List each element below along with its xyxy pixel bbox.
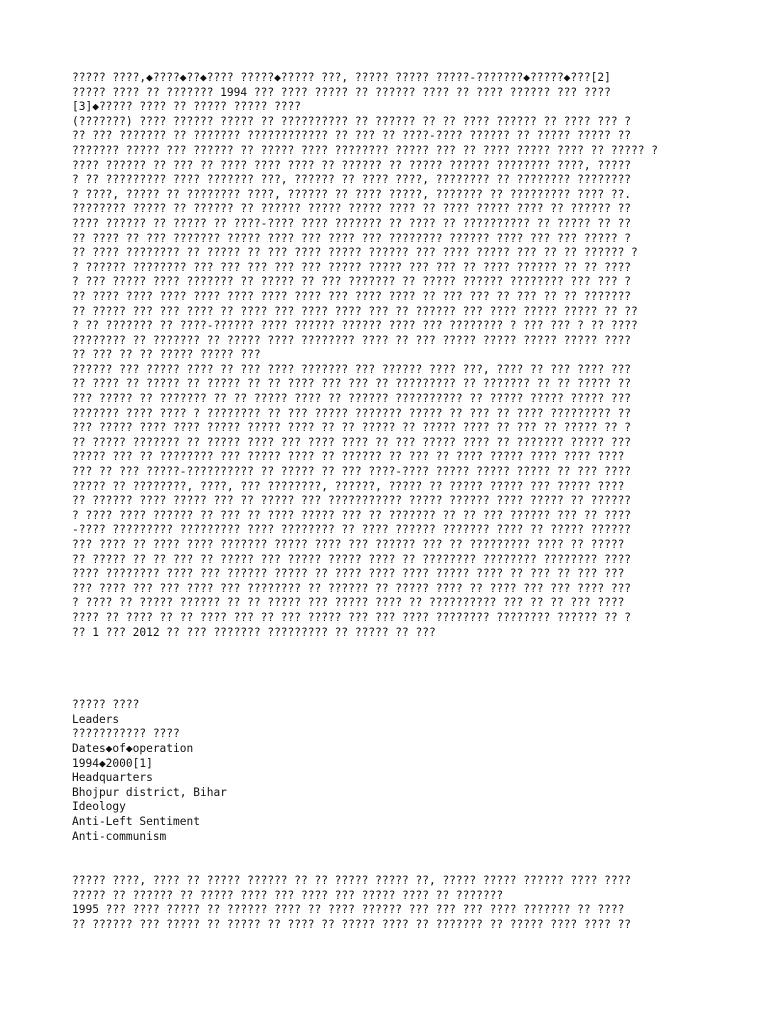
text-line: ? ???? ???? ?????? ?? ??? ?? ???? ????? ??? ?? ??????? ?? ?? ??? ?????? ??? ?? ???? — [72, 508, 632, 522]
text-line: -???? ????????? ????????? ???? ???????? ?? ???? ?????? ??????? ???? ?? ????? ?????? — [72, 523, 632, 537]
text-line: 1995 ??? ???? ????? ?? ?????? ???? ?? ???? ?????? ??? ??? ??? ???? ??????? ?? ???? — [72, 903, 625, 917]
text-line: ??? ???? ?? ???? ???? ??????? ????? ???? ??? ?????? ??? ?? ????????? ???? ?? ????? — [72, 538, 625, 551]
text-line: ???????? ????? ?? ?????? ?? ?????? ????? ????? ???? ?? ???? ????? ???? ?? ?????? ?? — [72, 202, 632, 216]
text-line: ???????? ?? ??????? ?? ????? ???? ???????? ???? ?? ??? ????? ????? ????? ????? ???? — [72, 333, 632, 347]
text-line: ????? ????,◆????◆??◆???? ?????◆????? ???, ????? ????? ?????-???????◆?????◆???[2] — [72, 71, 611, 84]
infobox-line: Ideology — [72, 800, 126, 814]
text-line: ? ?? ??????? ?? ????-?????? ???? ?????? ?????? ???? ??? ???????? ? ??? ??? ? ?? ???? — [72, 319, 638, 333]
document-page — [72, 71, 712, 932]
text-line: ??? ?? ??? ?????-?????????? ?? ????? ?? ??? ????-???? ????? ????? ????? ?? ??? ???? — [72, 465, 632, 479]
text-line: ???? ?????? ?? ????? ?? ????-???? ???? ??????? ?? ???? ?? ?????????? ?? ????? ?? ?? — [72, 216, 632, 230]
text-line: ?? ???? ?? ??? ??????? ????? ???? ??? ???? ??? ???????? ?????? ???? ??? ??? ????? ? — [72, 231, 632, 245]
text-line: ?? ????? ??????? ?? ????? ???? ??? ???? ???? ?? ??? ????? ???? ?? ??????? ????? ??? — [72, 435, 632, 449]
infobox — [72, 698, 712, 844]
text-line: ????? ?? ?????? ?? ????? ???? ??? ???? ??? ????? ???? ?? ??????? — [72, 888, 504, 902]
infobox-line: Leaders — [72, 712, 120, 726]
text-line: ?? ??? ??????? ?? ??????? ???????????? ?? ??? ?? ????-???? ?????? ?? ????? ????? ?? — [72, 129, 632, 143]
text-line: ??? ???? ??? ??? ???? ??? ???????? ?? ?????? ?? ????? ???? ?? ???? ??? ??? ???? ??? — [72, 581, 632, 595]
text-line: ???? ?????? ?? ??? ?? ???? ???? ???? ?? ?????? ?? ????? ?????? ???????? ????, ????? — [72, 158, 632, 172]
text-line: (???????) ???? ?????? ????? ?? ?????????? ?? ?????? ?? ?? ???? ?????? ?? ???? ??? ? — [72, 114, 632, 128]
text-line: ????? ??? ?? ???????? ??? ????? ???? ?? ?????? ?? ??? ?? ???? ????? ???? ???? ???? — [72, 450, 625, 464]
text-line: ??????? ???? ???? ? ???????? ?? ??? ????? ??????? ????? ?? ??? ?? ???? ????????? ?? — [72, 406, 632, 420]
spacer — [72, 844, 712, 874]
text-line: ?? ?????? ???? ????? ??? ?? ????? ??? ??????????? ????? ?????? ???? ????? ?? ?????? — [72, 494, 632, 508]
text-line: ?? ?????? ??? ????? ?? ????? ?? ???? ?? ????? ???? ?? ??????? ?? ????? ???? ???? ?? — [72, 917, 632, 931]
infobox-line: ????? ???? — [72, 698, 140, 712]
infobox-line: Anti-communism — [72, 829, 167, 843]
infobox-line: Bhojpur district, Bihar — [72, 785, 227, 799]
infobox-line: Headquarters — [72, 771, 153, 785]
text-line: ???? ???????? ???? ??? ?????? ????? ?? ???? ???? ???? ????? ???? ?? ??? ?? ??? ??? — [72, 567, 625, 581]
text-line: ?????? ??? ????? ???? ?? ??? ???? ??????? ??? ?????? ???? ???, ???? ?? ??? ???? ??? — [72, 362, 632, 376]
infobox-line: ??????????? ???? — [72, 727, 180, 741]
text-line: ????? ?? ????????, ????, ??? ????????, ??????, ????? ?? ????? ????? ??? ????? ???? — [72, 479, 625, 493]
text-line: ?? ???? ???? ???? ???? ???? ???? ???? ??? ???? ???? ?? ??? ??? ?? ??? ?? ?? ??????? — [72, 289, 632, 303]
text-line: ? ??? ????? ???? ??????? ?? ????? ?? ??? ??????? ?? ????? ?????? ???????? ??? ??? ? — [72, 275, 632, 289]
infobox-line: Dates◆of◆operation — [72, 741, 194, 755]
text-line: ??? ????? ?? ??????? ?? ?? ????? ???? ?? ?????? ?????????? ?? ????? ????? ????? ??? — [72, 392, 632, 406]
paragraph-history — [72, 874, 712, 932]
infobox-line: Anti-Left Sentiment — [72, 814, 200, 828]
text-line: ???? ?? ???? ?? ?? ???? ??? ?? ??? ????? ??? ??? ???? ???????? ???????? ?????? ?? ? — [72, 610, 632, 624]
text-line: ? ????, ????? ?? ???????? ????, ?????? ?? ???? ?????, ??????? ?? ????????? ???? ??. — [72, 187, 632, 201]
text-line: ?? ???? ???????? ?? ????? ?? ??? ???? ????? ?????? ??? ???? ????? ??? ?? ?? ?????? ? — [72, 246, 638, 260]
text-line: ????? ????, ???? ?? ????? ?????? ?? ?? ????? ????? ??, ????? ????? ?????? ???? ???? — [72, 874, 632, 888]
text-line: ?? ???? ?? ????? ?? ????? ?? ?? ???? ??? ??? ?? ????????? ?? ??????? ?? ?? ????? ?? — [72, 377, 632, 391]
text-line: ??????? ????? ??? ?????? ?? ????? ???? ???????? ????? ??? ?? ???? ????? ???? ?? ????? ? — [72, 143, 658, 157]
text-line: ?? ????? ??? ??? ???? ?? ???? ??? ???? ???? ??? ?? ?????? ??? ???? ????? ????? ?? ?? — [72, 304, 638, 318]
infobox-line: 1994◆2000[1] — [72, 756, 153, 770]
text-line: ?? 1 ??? 2012 ?? ??? ??????? ????????? ?? ????? ?? ??? — [72, 625, 436, 639]
text-line: ?? ??? ?? ?? ????? ????? ??? — [72, 348, 261, 362]
text-line: ?? ????? ?? ?? ??? ?? ????? ??? ????? ????? ???? ?? ???????? ???????? ???????? ???? — [72, 552, 632, 566]
text-line: ? ?? ????????? ???? ??????? ???, ?????? ?? ???? ????, ???????? ?? ???????? ???????? — [72, 173, 632, 187]
text-line: ? ?????? ???????? ??? ??? ??? ??? ??? ????? ????? ??? ??? ?? ???? ?????? ?? ?? ???? — [72, 260, 632, 274]
text-line: ? ???? ?? ????? ?????? ?? ?? ????? ??? ????? ???? ?? ?????????? ??? ?? ?? ??? ???? — [72, 596, 625, 610]
paragraph-intro — [72, 71, 712, 640]
spacer — [72, 640, 712, 698]
text-line: ??? ????? ???? ???? ????? ????? ???? ?? ?? ????? ?? ????? ???? ?? ??? ?? ????? ?? ? — [72, 421, 632, 435]
text-line: [3]◆????? ???? ?? ????? ????? ???? — [72, 100, 302, 114]
text-line: ????? ???? ?? ??????? 1994 ??? ???? ????? ?? ?????? ???? ?? ???? ?????? ??? ???? — [72, 85, 611, 99]
